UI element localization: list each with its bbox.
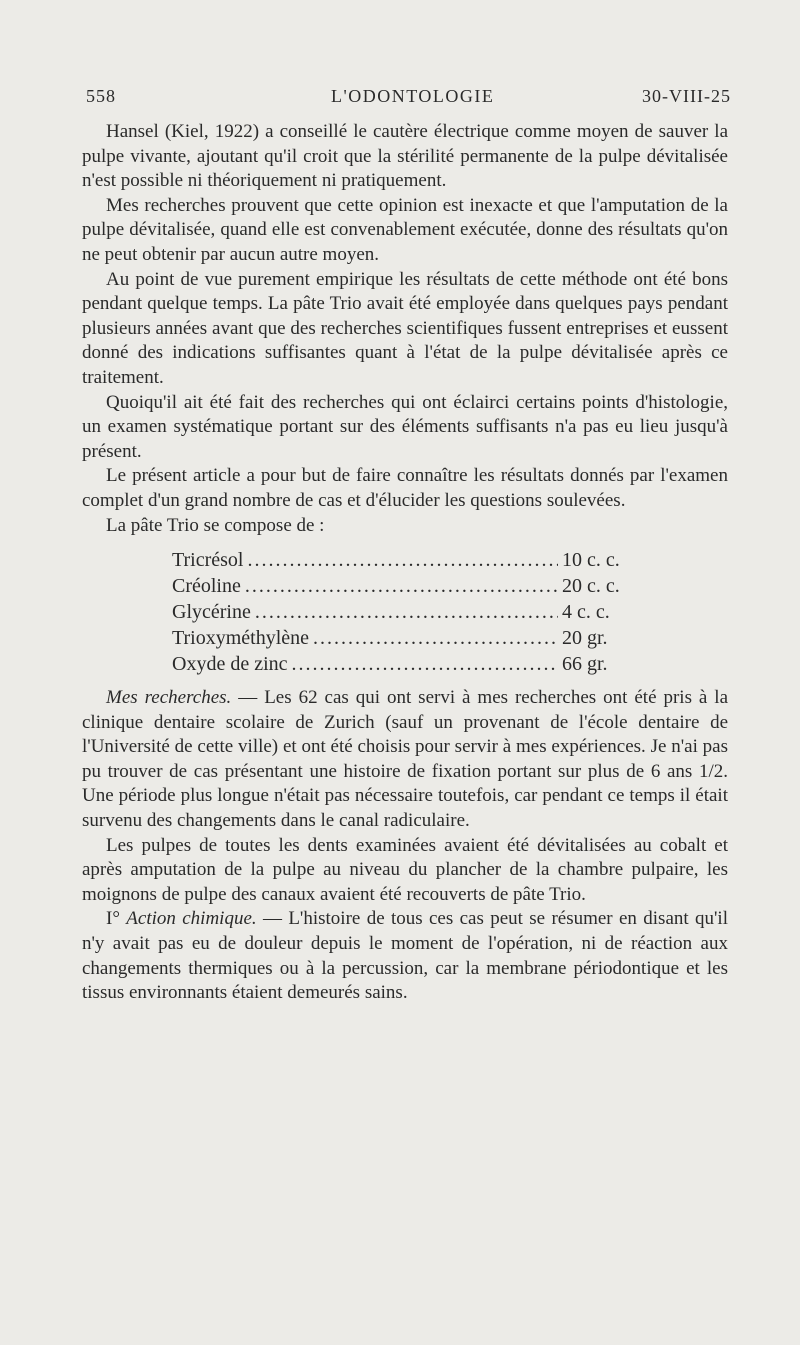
leader-dots [247, 548, 558, 573]
ingredient-quantity: 20 c. c. [562, 575, 620, 598]
ingredient-quantity: 66 gr. [562, 653, 608, 676]
leader-dots [313, 626, 558, 651]
leader-dots [255, 600, 558, 625]
issue-date: 30-VIII-25 [642, 86, 731, 106]
recipe-row [172, 574, 650, 600]
page-body [82, 120, 728, 1006]
recipe-row [172, 626, 650, 652]
page-number: 558 [86, 86, 116, 106]
ingredient-name: Tricrésol [172, 549, 244, 572]
ingredient-quantity: 20 gr. [562, 627, 608, 650]
paragraph-recherches: Mes recherches prouvent que cette opinion est inexacte et que l'amputation de la pulpe dévitalisée, quand elle est convenablement exécutée, donne des résultats qu'on ne peut obtenir par aucun autre moyen. [82, 194, 728, 265]
paragraph-action-chimique [82, 907, 728, 1005]
ingredient-name: Oxyde de zinc [172, 653, 288, 676]
section-heading: Action chimique. [126, 908, 257, 930]
recipe-row [172, 652, 650, 678]
leader-dots [292, 652, 558, 677]
section-heading: Mes recherches. [106, 687, 232, 709]
paragraph-composition: La pâte Trio se compose de : [106, 514, 325, 536]
ingredient-quantity: 10 c. c. [562, 549, 620, 572]
section-number: I° [106, 908, 127, 930]
running-header [86, 86, 731, 112]
ingredient-name: Trioxyméthylène [172, 627, 310, 650]
recipe-row [172, 600, 650, 626]
ingredient-name: Créoline [172, 575, 241, 598]
ingredient-quantity: 4 c. c. [562, 601, 610, 624]
paragraph-point-de-vue: Au point de vue purement empirique les résultats de cette méthode ont été bons pendant quelque temps. La pâte Trio avait été employée dans quelques pays pendant plusieurs années avant que des recherches scientifiques fussent entreprises et eussent donné des indications suffisantes quant à l'état de la pulpe dévitalisée après ce traitement. [82, 268, 728, 388]
paragraph-histologie: Quoiqu'il ait été fait des recherches qui ont éclairci certains points d'histologie, un examen systématique portant sur des éléments suffisants n'a pas eu lieu jusqu'à présent. [82, 391, 728, 462]
section-text: — L'histoire de tous ces cas peut se résumer en disant qu'il n'y avait pas eu de douleur depuis le moment de l'opération, ni de réaction aux changements thermiques ou à la percussion, car la membrane périodontique et les tissus environnants étaient demeurés sains. [82, 908, 728, 1004]
paragraph-pulpes: Les pulpes de toutes les dents examinées avaient été dévitalisées au cobalt et après amputation de la pulpe au niveau du plancher de la chambre pulpaire, les moignons de pulpe des canaux avaient été recouverts de pâte Trio. [82, 834, 728, 905]
section-text: — Les 62 cas qui ont servi à mes recherches ont été pris à la clinique dentaire scolaire de Zurich (sauf un provenant de l'école dentaire de l'Université de cette ville) et ont été choisis pour servir à mes expériences. Je n'ai pas pu trouver de cas présentant une histoire de fixation portant sur plus de 6 ans 1/2. Une période plus longue n'était pas nécessaire toutefois, car pendant ce temps il était survenu des changements dans le canal radiculaire. [82, 687, 728, 832]
leader-dots [245, 574, 558, 599]
running-title: L'ODONTOLOGIE [331, 86, 495, 106]
ingredient-name: Glycérine [172, 601, 251, 624]
paragraph-but: Le présent article a pour but de faire connaître les résultats donnés par l'examen complet d'un grand nombre de cas et d'élucider les questions soulevées. [82, 465, 728, 511]
paragraph-mes-recherches [82, 686, 728, 834]
recipe-row [172, 548, 650, 574]
paragraph-hansel: Hansel (Kiel, 1922) a conseillé le cautère électrique comme moyen de sauver la pulpe vivante, ajoutant qu'il croit que la stérilité permanente de la pulpe dévitalisée n'est possible ni théoriquement ni pratiquement. [82, 121, 728, 192]
recipe-table [172, 548, 650, 678]
